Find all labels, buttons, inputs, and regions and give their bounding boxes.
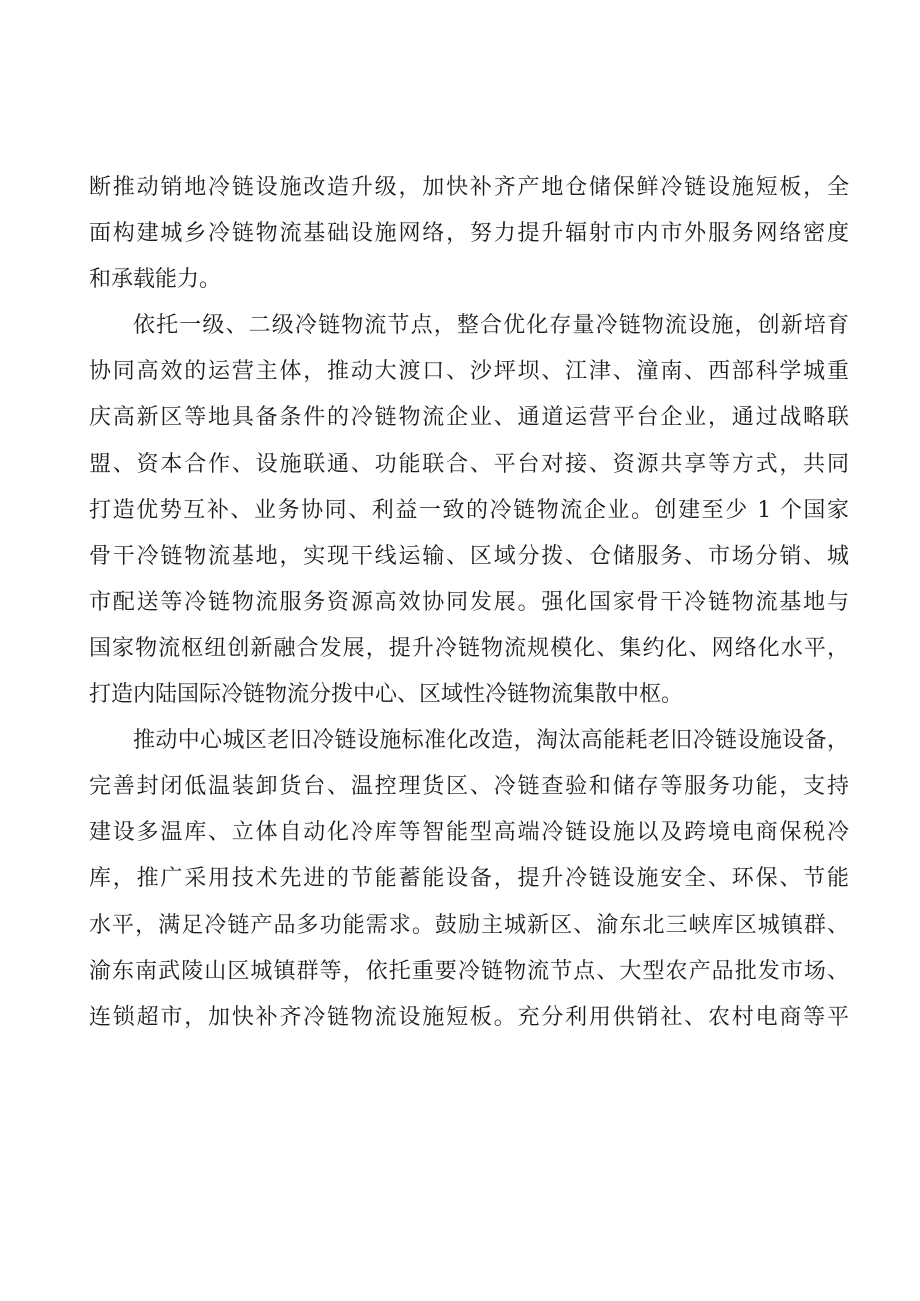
text-line: 水平，满足冷链产品多功能需求。鼓励主城新区、渝东北三峡库区城镇群、 [89, 912, 849, 938]
text-line: 庆高新区等地具备条件的冷链物流企业、通道运营平台企业，通过战略联 [89, 405, 849, 431]
text-line: 断推动销地冷链设施改造升级，加快补齐产地仓储保鲜冷链设施短板，全 [89, 175, 849, 200]
text-line: 完善封闭低温装卸货台、温控理货区、冷链查验和储存等服务功能，支持 [89, 774, 849, 800]
text-line: 打造优势互补、业务协同、利益一致的冷链物流企业。创建至少 1 个国家 [89, 497, 849, 523]
text-line: 和承载能力。 [89, 267, 222, 293]
text-line: 渝东南武陵山区城镇群等，依托重要冷链物流节点、大型农产品批发市场、 [89, 958, 849, 984]
text-line: 打造内陆国际冷链物流分拨中心、区域性冷链物流集散中枢。 [89, 682, 684, 708]
text-line: 市配送等冷链物流服务资源高效协同发展。强化国家骨干冷链物流基地与 [89, 589, 849, 615]
text-line: 国家物流枢纽创新融合发展，提升冷链物流规模化、集约化、网络化水平， [89, 635, 849, 661]
document-body [89, 165, 849, 1041]
text-line: 面构建城乡冷链物流基础设施网络，努力提升辐射市内市外服务网络密度 [89, 221, 849, 247]
text-line: 连锁超市，加快补齐冷链物流设施短板。充分利用供销社、农村电商等平 [89, 1004, 849, 1030]
text-line: 骨干冷链物流基地，实现干线运输、区域分拨、仓储服务、市场分销、城 [89, 543, 849, 569]
text-line: 依托一级、二级冷链物流节点，整合优化存量冷链物流设施，创新培育 [133, 313, 849, 339]
text-line: 建设多温库、立体自动化冷库等智能型高端冷链设施以及跨境电商保税冷 [89, 820, 849, 846]
paragraph-2 [89, 303, 849, 718]
text-line: 推动中心城区老旧冷链设施标准化改造，淘汰高能耗老旧冷链设施设备， [133, 728, 849, 754]
paragraph-3 [89, 718, 849, 1041]
text-line: 库，推广采用技术先进的节能蓄能设备，提升冷链设施安全、环保、节能 [89, 866, 849, 892]
paragraph-1 [89, 165, 849, 303]
text-line: 协同高效的运营主体，推动大渡口、沙坪坝、江津、潼南、西部科学城重 [89, 359, 849, 385]
text-line: 盟、资本合作、设施联通、功能联合、平台对接、资源共享等方式，共同 [89, 451, 849, 477]
